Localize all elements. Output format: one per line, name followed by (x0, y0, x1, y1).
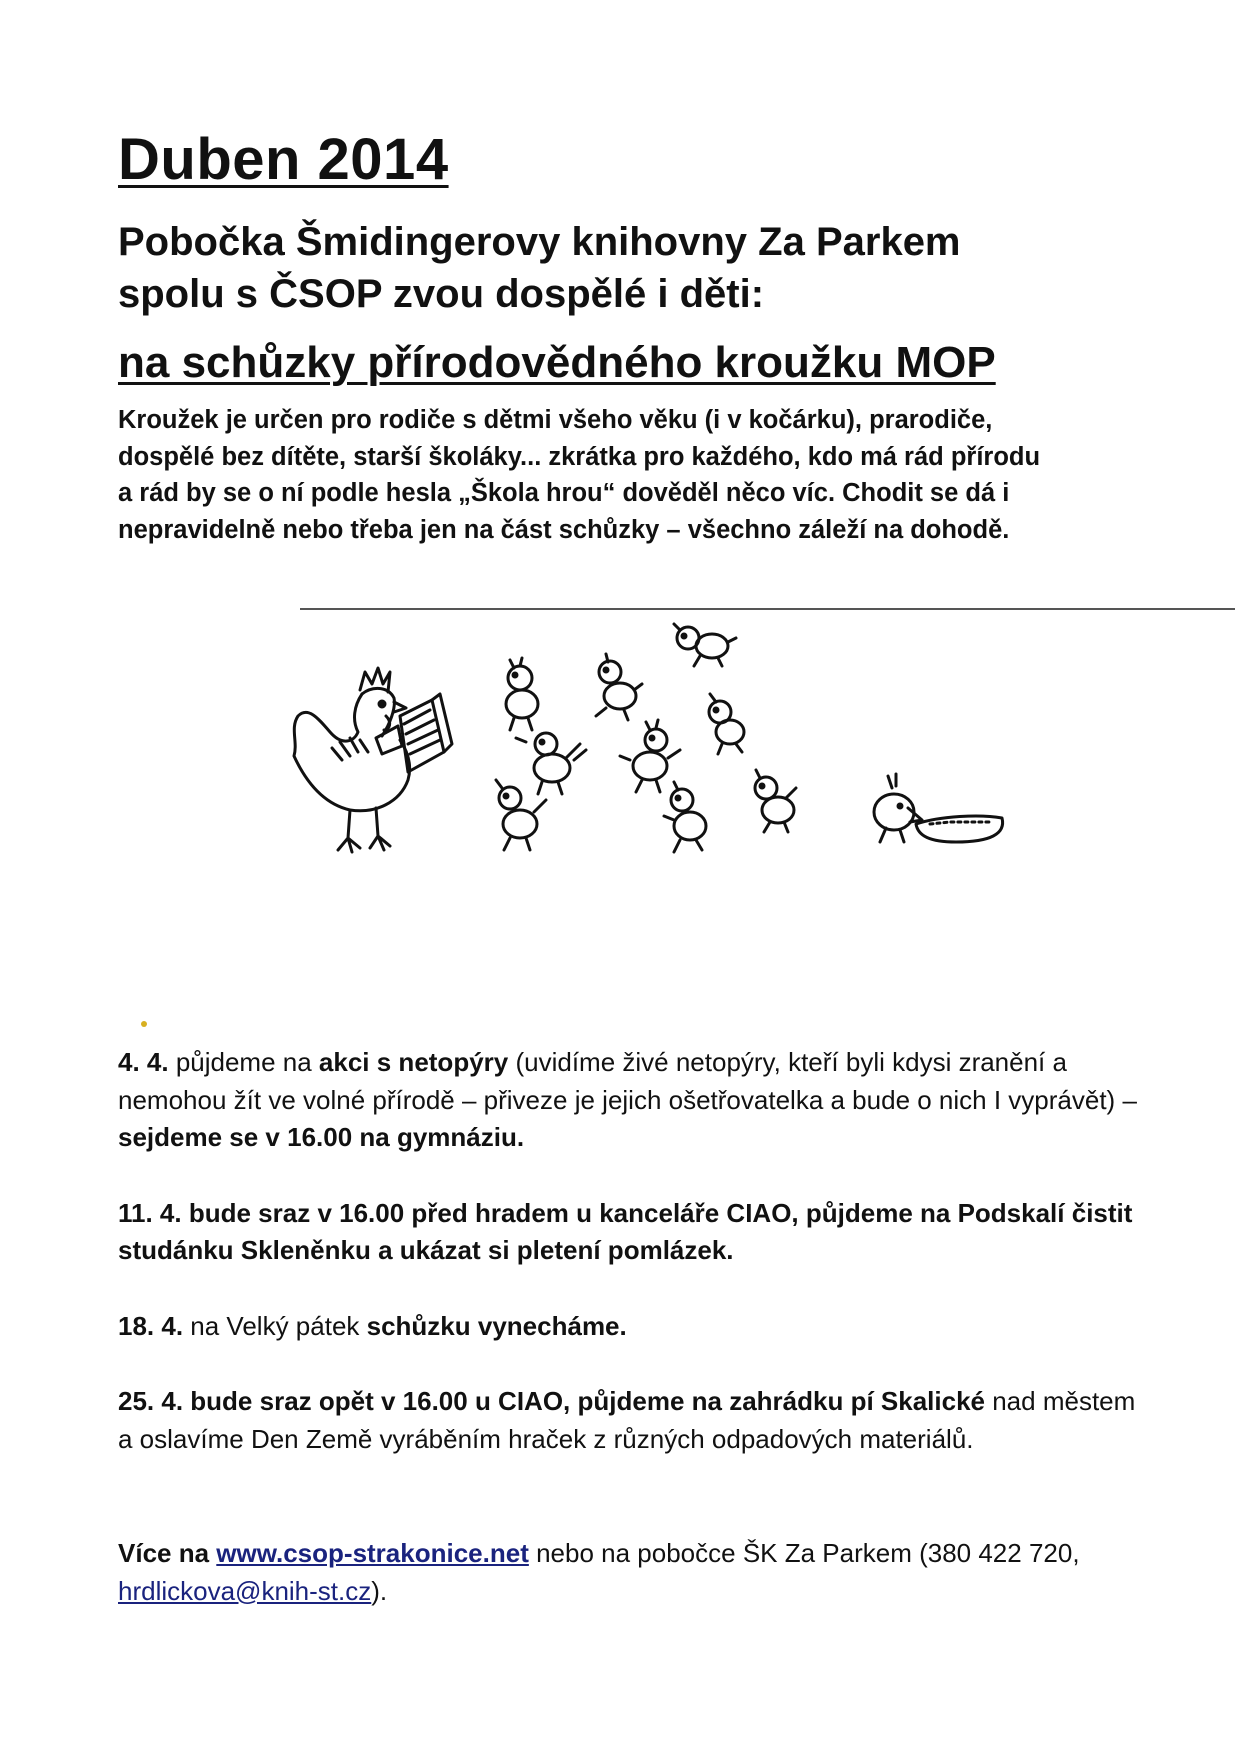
chick-with-bowl-illustration (874, 774, 1003, 842)
event-highlight: sejdeme se v 16.00 na gymnáziu. (118, 1122, 525, 1152)
email-link[interactable]: hrdlickova@knih-st.cz (118, 1575, 372, 1606)
hen-and-chicks-drawing (290, 620, 1170, 920)
event-text: půjdeme na (168, 1047, 319, 1077)
event-highlight: bude sraz opět v 16.00 u CIAO, půjdeme na zahrádku pí Skalické (183, 1386, 985, 1416)
contact-text: ). (371, 1575, 388, 1606)
page-title: Duben 2014 (118, 127, 449, 192)
organizer-line-2: spolu s ČSOP zvou dospělé i děti: (118, 272, 765, 316)
event-item (118, 1195, 1138, 1270)
intro-line: a rád by se o ní podle hesla „Škola hrou“ dověděl něco víc. Chodit se dá i (118, 479, 1010, 507)
event-highlight: akci s netopýry (318, 1047, 509, 1077)
event-date: 18. 4. (118, 1310, 184, 1341)
event-text: nad městem a oslavíme Den Země vyráběním hraček z různých odpadových materiálů. (118, 1386, 1136, 1454)
chick-illustration (674, 624, 736, 666)
event-item (118, 1383, 1138, 1458)
intro-line: dospělé bez dítěte, starší školáky... zkrátka pro každého, kdo má rád přírodu (118, 442, 1041, 471)
subtitle: na schůzky přírodovědného kroužku MOP (118, 338, 996, 387)
chick-illustration (620, 720, 680, 792)
organizer-heading (118, 216, 961, 320)
event-highlight: bude sraz v 16.00 před hradem u kanceláře CIAO, půjdeme na Podskalí čistit studánku Skleněnku a ukázat si pletení pomlázek. (118, 1197, 1133, 1265)
contact-lead: Více na (118, 1538, 210, 1568)
divider-line (300, 608, 1235, 610)
chick-illustration (755, 770, 796, 832)
decorative-dot (141, 1021, 147, 1027)
contact-text: nebo na pobočce ŠK Za Parkem (380 422 720, (528, 1538, 1080, 1568)
event-date: 4. 4. (118, 1047, 169, 1077)
event-highlight: schůzku vynecháme. (366, 1310, 627, 1341)
hen-illustration (294, 668, 452, 852)
chick-illustration (516, 733, 586, 794)
intro-line: Kroužek je určen pro rodiče s dětmi všeho věku (i v kočárku), prarodiče, (118, 406, 993, 434)
contact-info (118, 1535, 1138, 1610)
intro-paragraph (118, 402, 1138, 548)
chick-illustration (506, 658, 538, 730)
website-link[interactable]: www.csop-strakonice.net (216, 1538, 529, 1568)
organizer-line-1: Pobočka Šmidingerovy knihovny Za Parkem (118, 220, 961, 264)
event-item (118, 1044, 1138, 1157)
event-text: (uvidíme živé netopýry, kteří byli kdysi zranění a nemohou žít ve volné přírodě – přiveze je jejich ošetřovatelka a bude o nich I vyprávět) – (118, 1047, 1137, 1115)
chick-illustration (596, 654, 642, 720)
chick-illustration (664, 782, 706, 852)
chick-illustration (709, 694, 744, 754)
event-list (118, 1044, 1138, 1496)
event-date: 11. 4. (118, 1197, 182, 1228)
event-item (118, 1308, 1138, 1346)
event-text: na Velký pátek (183, 1310, 367, 1341)
intro-line: nepravidelně nebo třeba jen na část schůzky – všechno záleží na dohodě. (118, 515, 1010, 544)
event-date: 25. 4. (118, 1386, 184, 1416)
